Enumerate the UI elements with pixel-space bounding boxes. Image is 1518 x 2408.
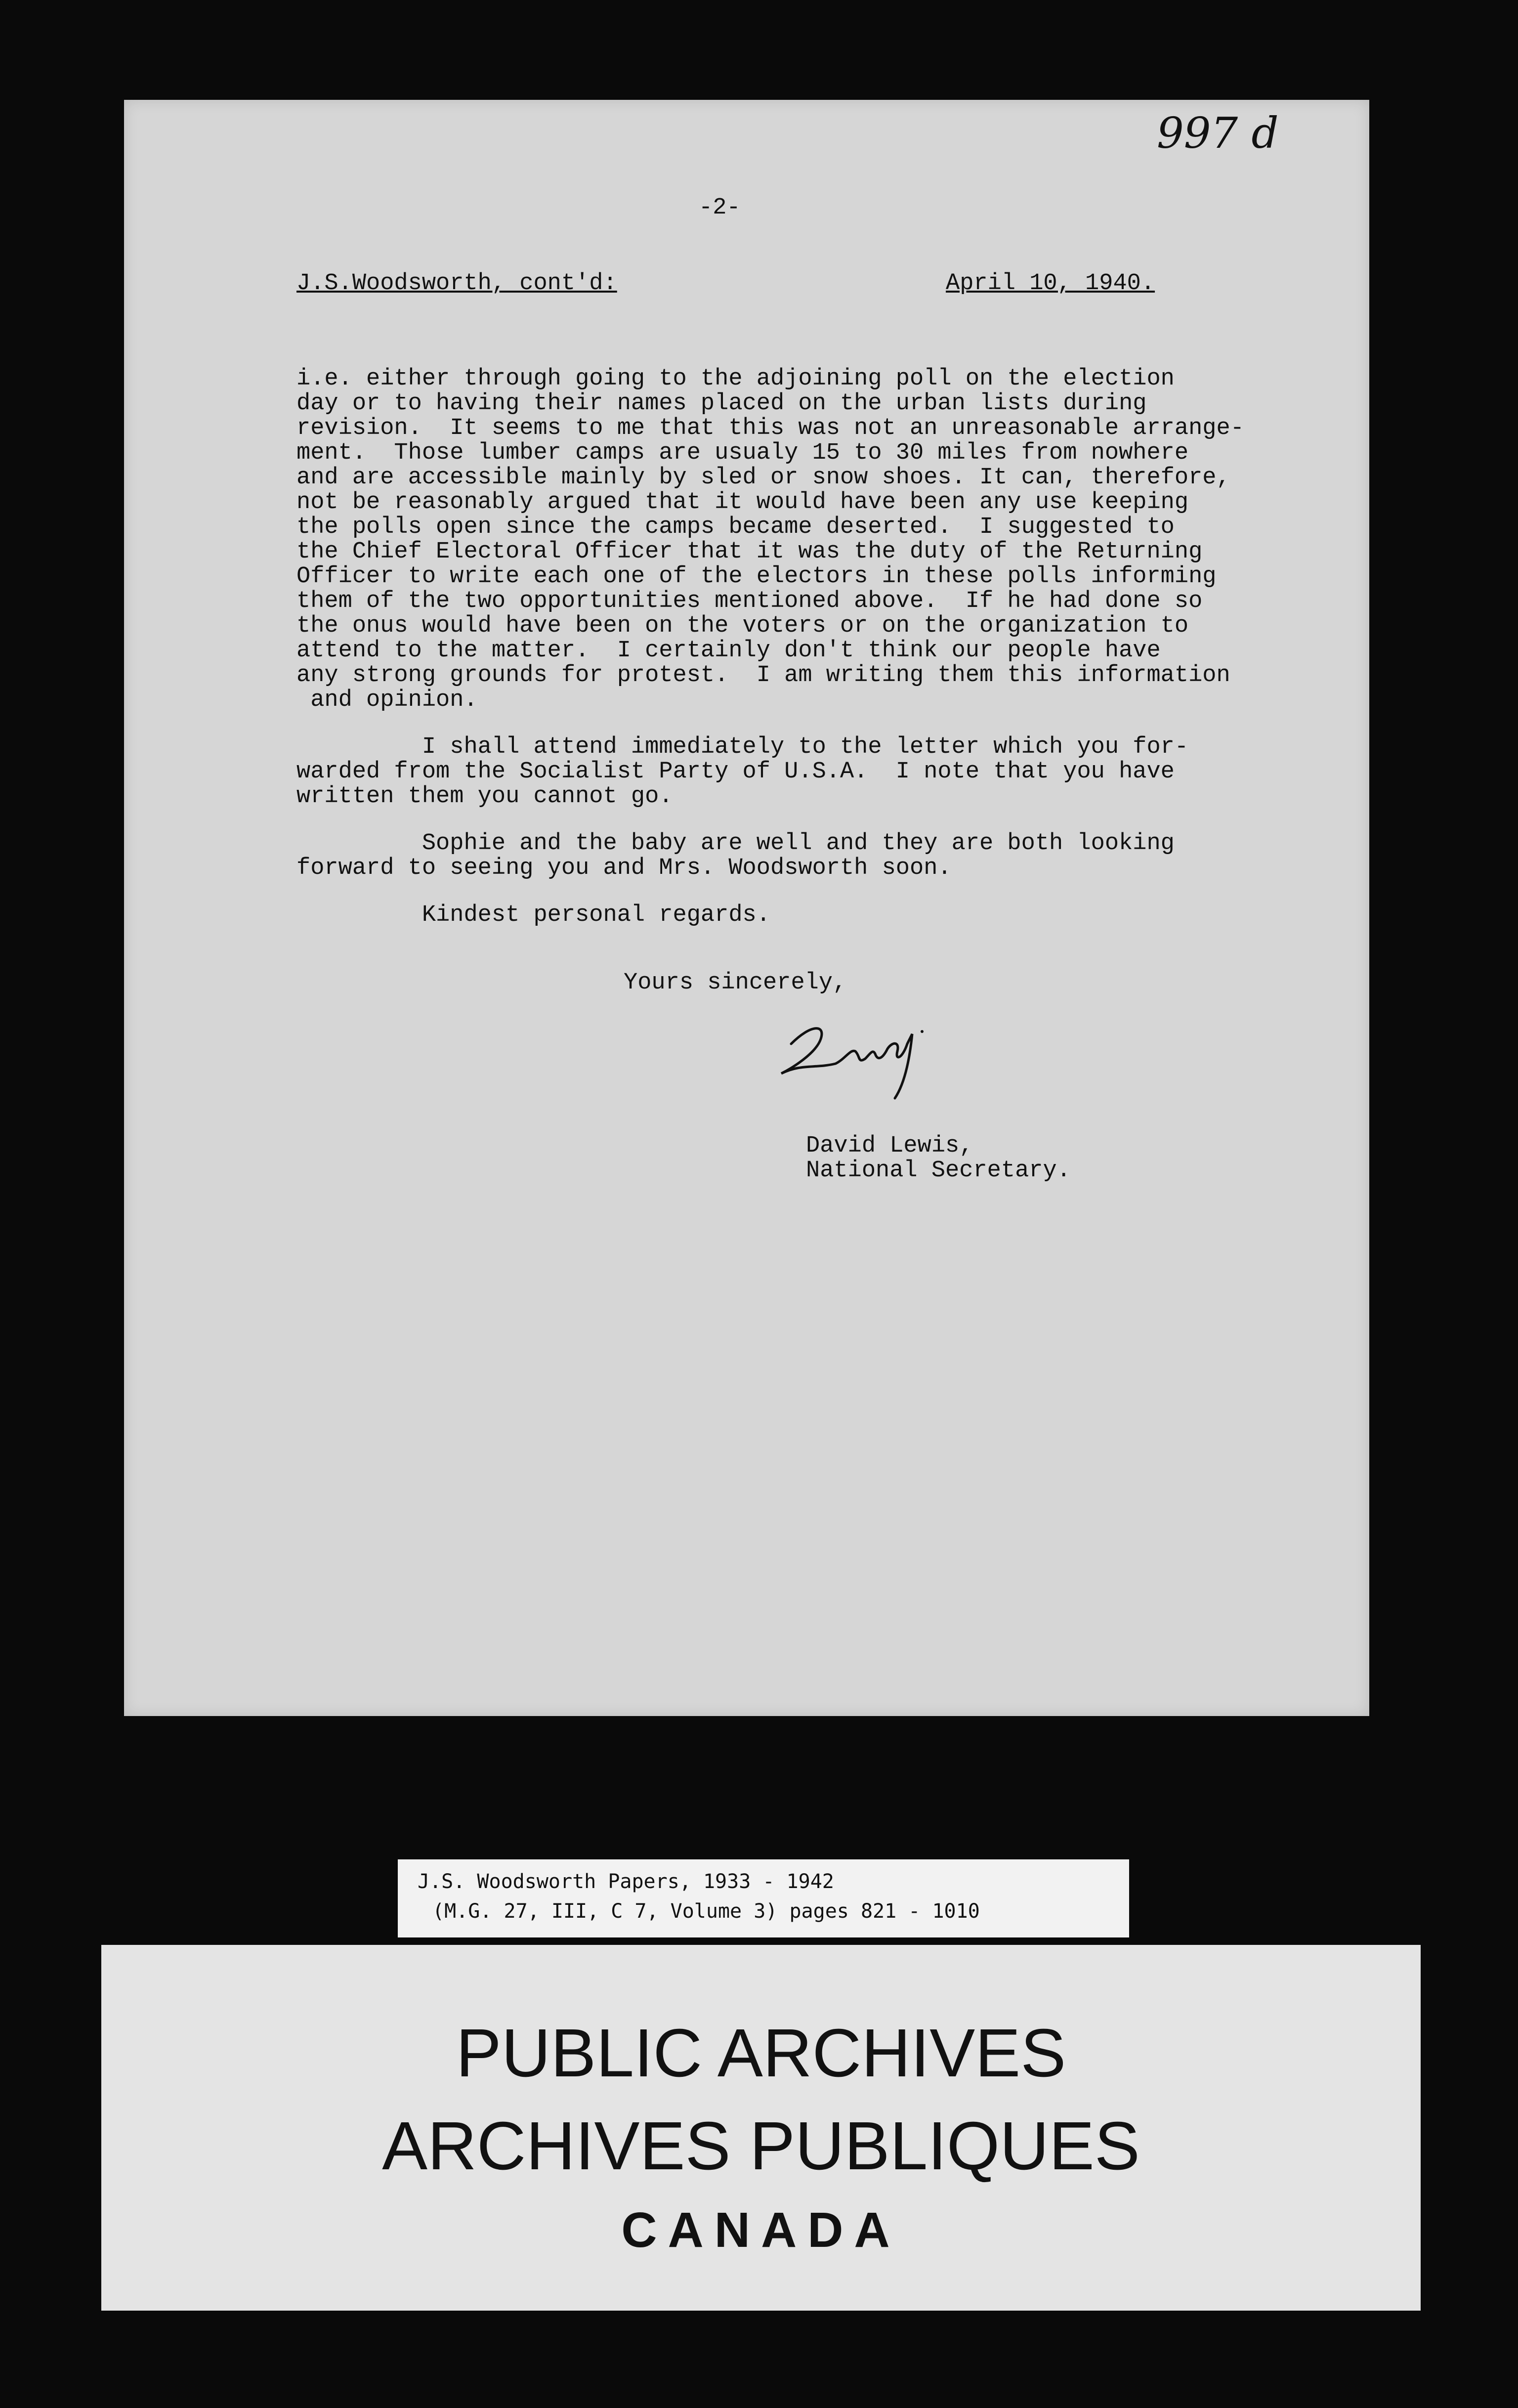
body-line: i.e. either through going to the adjoining poll on the election [296,366,1175,392]
body-line: any strong grounds for protest. I am writing them this information [296,662,1230,688]
body-line: Kindest personal regards. [296,902,770,928]
archive-reference-label [398,1859,1129,1937]
addressee-header: J.S.Woodsworth, cont'd: [296,270,617,297]
paragraph-2 [296,735,1309,809]
signer-name: David Lewis, [806,1133,973,1159]
public-archives-banner [101,1945,1421,2311]
body-line: and are accessible mainly by sled or snow shoes. It can, therefore, [296,465,1230,491]
body-line: warded from the Socialist Party of U.S.A. I note that you have [296,759,1175,785]
letter-body [296,367,1309,928]
body-line: the polls open since the camps became deserted. I suggested to [296,514,1175,540]
paragraph-1 [296,367,1309,713]
signer-title: National Secretary. [806,1158,1071,1184]
body-line: written them you cannot go. [296,783,673,810]
body-line: Sophie and the baby are well and they are both looking [296,830,1175,857]
letter-page [124,100,1369,1716]
reference-number: 997 d [1157,109,1279,158]
body-line: revision. It seems to me that this was not an unreasonable arrange- [296,415,1244,441]
body-line: and opinion. [296,687,478,713]
body-line: the onus would have been on the voters or on the organization to [296,613,1189,639]
closing: Yours sincerely, [624,970,847,996]
page-marker: -2- [699,195,741,221]
body-line: the Chief Electoral Officer that it was the duty of the Returning [296,539,1203,565]
body-line: Officer to write each one of the electors in these polls informing [296,563,1217,590]
body-line: them of the two opportunities mentioned above. If he had done so [296,588,1203,614]
banner-line-canada: CANADA [621,2202,901,2258]
archive-label-line1: J.S. Woodsworth Papers, 1933 - 1942 [418,1870,834,1893]
body-line: ment. Those lumber camps are usualy 15 to 30 miles from nowhere [296,440,1189,466]
paragraph-4 [296,903,1309,928]
banner-line-archives-publiques: ARCHIVES PUBLIQUES [382,2108,1140,2184]
letter-date: April 10, 1940. [946,270,1155,297]
body-line: attend to the matter. I certainly don't think our people have [296,638,1161,664]
body-line: I shall attend immediately to the letter which you for- [296,734,1189,760]
banner-line-public-archives: PUBLIC ARCHIVES [456,2015,1066,2091]
paragraph-3 [296,831,1309,881]
body-line: forward to seeing you and Mrs. Woodsworth soon. [296,855,952,881]
handwritten-signature [771,1004,934,1103]
archive-label-line2: (M.G. 27, III, C 7, Volume 3) pages 821 - 1010 [432,1900,980,1923]
body-line: not be reasonably argued that it would have been any use keeping [296,489,1189,516]
body-line: day or to having their names placed on the urban lists during [296,390,1147,417]
